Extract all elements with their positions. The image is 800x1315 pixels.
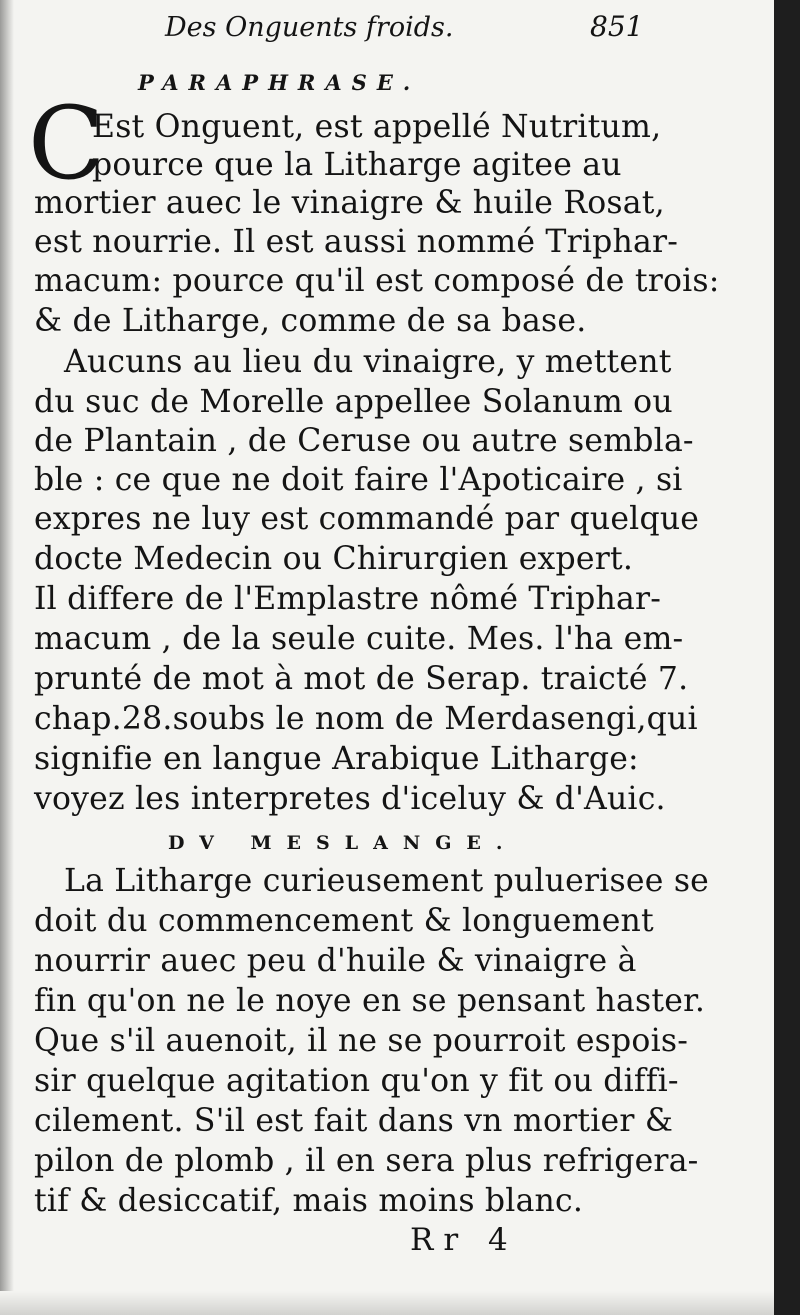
text-line: expres ne luy est commandé par quelque <box>34 501 700 537</box>
text-line: prunté de mot à mot de Serap. traicté 7. <box>34 661 689 697</box>
text-line: pilon de plomb , il en sera plus refrigera- <box>34 1143 699 1179</box>
text-line: docte Medecin ou Chirurgien expert. <box>34 541 634 577</box>
text-line: Est Onguent, est appellé Nutritum, <box>92 109 662 145</box>
drop-cap: C <box>28 85 105 202</box>
text-line: du suc de Morelle appellee Solanum ou <box>34 384 673 420</box>
text-line: Il differe de l'Emplastre nômé Triphar- <box>34 581 662 617</box>
text-line: voyez les interpretes d'iceluy & d'Auic. <box>34 781 666 817</box>
page-bottom-shadow <box>0 1291 774 1315</box>
section-heading-paraphrase: PARAPHRASE. <box>138 70 421 95</box>
text-line: Que s'il auenoit, il ne se pourroit espois- <box>34 1023 689 1059</box>
text-line: sir quelque agitation qu'on y fit ou diffi- <box>34 1063 679 1099</box>
page-number: 851 <box>590 10 644 43</box>
page-gutter-shadow <box>0 0 14 1315</box>
catchword-signature: Rr 4 <box>410 1222 518 1258</box>
text-line: macum , de la seule cuite. Mes. l'ha em- <box>34 621 684 657</box>
text-line: nourrir auec peu d'huile & vinaigre à <box>34 943 637 979</box>
text-line: & de Litharge, comme de sa base. <box>34 303 587 339</box>
text-line: Aucuns au lieu du vinaigre, y mettent <box>64 344 672 380</box>
text-line: doit du commencement & longuement <box>34 903 654 939</box>
text-line: macum: pource qu'il est composé de trois: <box>34 263 720 299</box>
text-line: cilement. S'il est fait dans vn mortier & <box>34 1103 674 1139</box>
text-line: signifie en langue Arabique Litharge: <box>34 741 639 777</box>
text-line: tif & desiccatif, mais moins blanc. <box>34 1183 584 1219</box>
text-line: ble : ce que ne doit faire l'Apoticaire , si <box>34 462 683 498</box>
text-line: de Plantain , de Ceruse ou autre sembla- <box>34 423 694 459</box>
text-line: pource que la Litharge agitee au <box>92 147 622 183</box>
text-line: fin qu'on ne le noye en se pensant haster. <box>34 983 706 1019</box>
text-line: mortier auec le vinaigre & huile Rosat, <box>34 185 665 221</box>
section-heading-meslange: DV MESLANGE. <box>168 832 518 854</box>
text-line: La Litharge curieusement puluerisee se <box>64 863 710 899</box>
text-line: chap.28.soubs le nom de Merdasengi,qui <box>34 701 698 737</box>
running-head: Des Onguents froids. <box>165 12 454 43</box>
text-line: est nourrie. Il est aussi nommé Triphar- <box>34 224 679 260</box>
